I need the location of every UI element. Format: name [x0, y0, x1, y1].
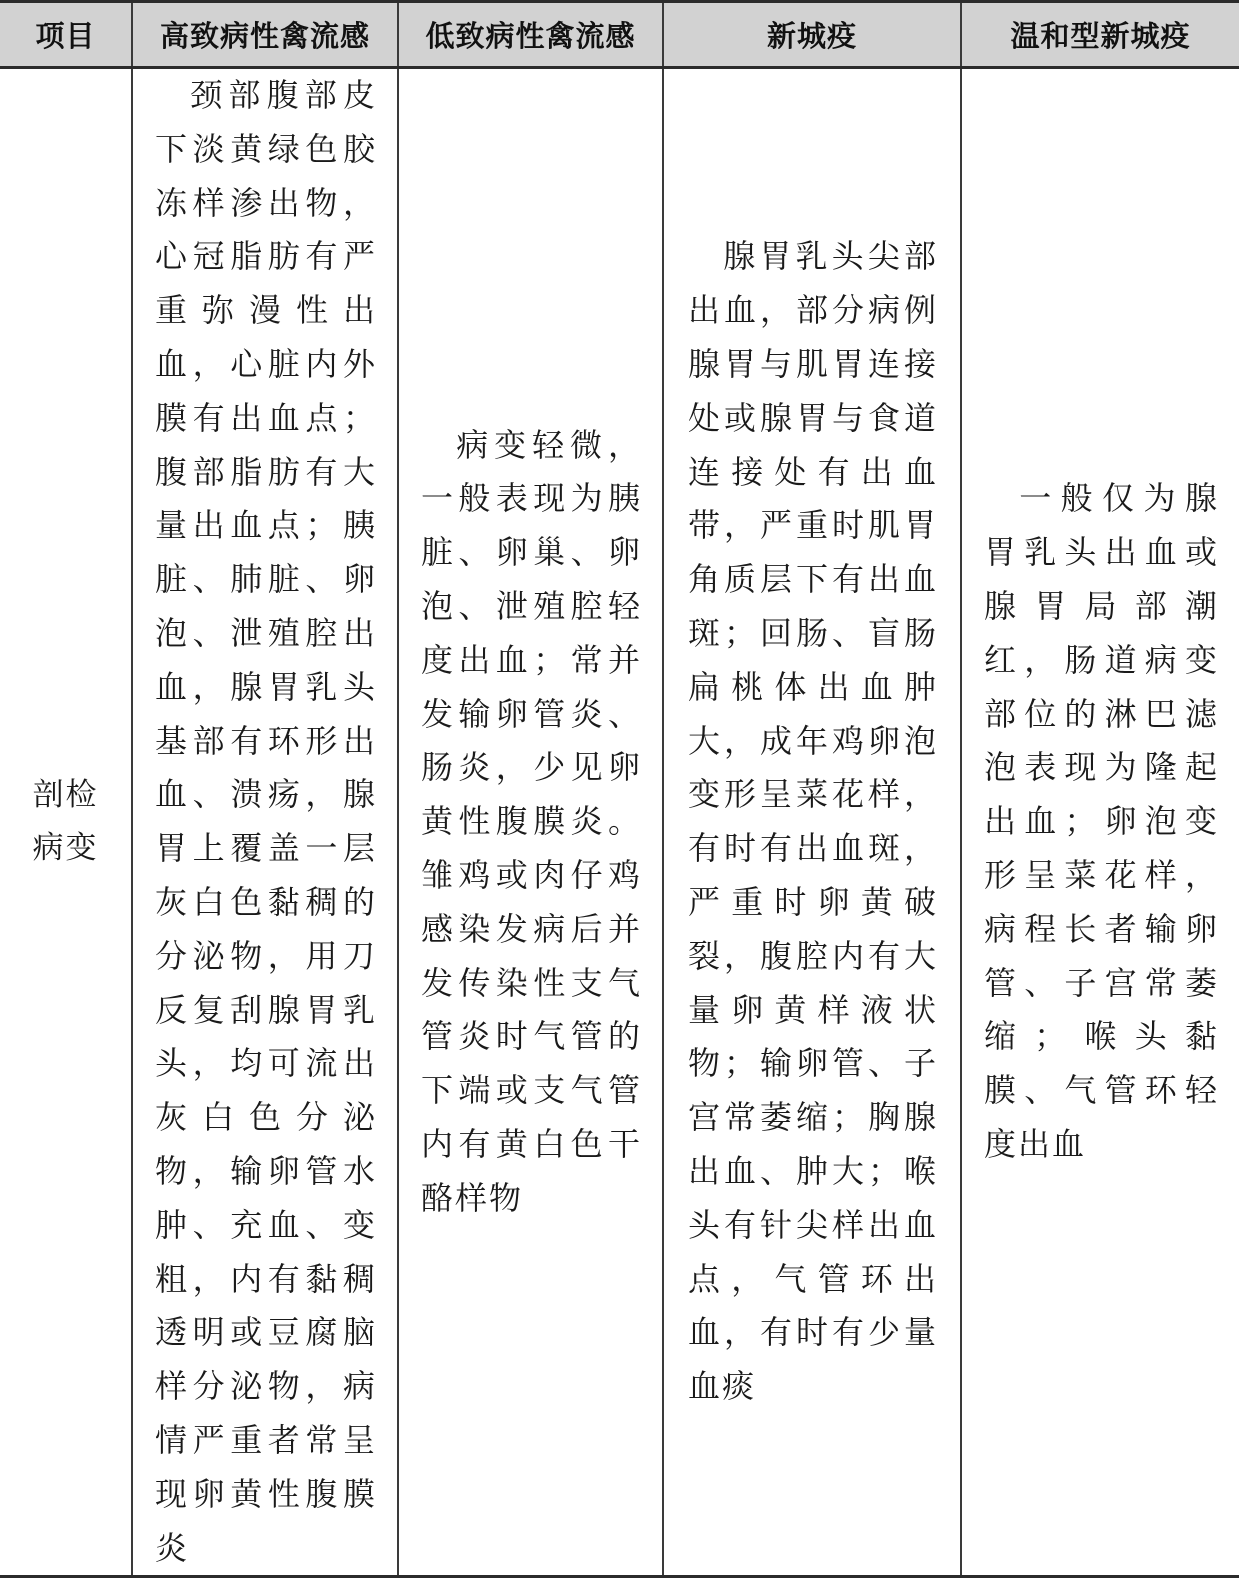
header-nd: 新城疫 [663, 2, 961, 68]
cell-mnd [961, 68, 1239, 1577]
lpai-lesions-text: 病变轻微，一般表现为胰脏、卵巢、卵泡、泄殖腔轻度出血；常并发输卵管炎、肠炎，少见卵黄性腹膜炎。雏鸡或肉仔鸡感染发病后并发传染性支气管炎时气管的下端或支气管内有黄白色干酪样物 [421, 425, 642, 1217]
header-item: 项目 [0, 2, 132, 68]
nd-lesions-text: 腺胃乳头尖部出血，部分病例腺胃与肌胃连接处或腺胃与食道连接处有出血带，严重时肌胃角质层下有出血斑；回肠、盲肠扁桃体出血肿大，成年鸡卵泡变形呈菜花样，有时有出血斑，严重时卵黄破裂，腹腔内有大量卵黄样液状物；输卵管、子宫常萎缩；胸腺出血、肿大；喉头有针尖样出血点，气管环出血，有时有少量血痰 [688, 237, 938, 1406]
cell-hpai [132, 68, 398, 1577]
table-row [0, 68, 1239, 1577]
table-body [0, 68, 1239, 1577]
header-hpai: 高致病性禽流感 [132, 2, 398, 68]
header-row [0, 2, 1239, 68]
cell-nd [663, 68, 961, 1577]
row-label-line-1: 剖检 [32, 777, 99, 814]
hpai-lesions-text: 颈部腹部皮下淡黄绿色胶冻样渗出物，心冠脂肪有严重弥漫性出血，心脏内外膜有出血点；腹部脂肪有大量出血点；胰脏、肺脏、卵泡、泄殖腔出血，腺胃乳头基部有环形出血、溃疡，腺胃上覆盖一层灰白色黏稠的分泌物，用刀反复刮腺胃乳头，均可流出灰白色分泌物，输卵管水肿、充血、变粗，内有黏稠透明或豆腐脑样分泌物，病情严重者常呈现卵黄性腹膜炎 [155, 76, 377, 1567]
mnd-lesions-text: 一般仅为腺胃乳头出血或腺胃局部潮红，肠道病变部位的淋巴滤泡表现为隆起出血；卵泡变形呈菜花样，病程长者输卵管、子宫常萎缩；喉头黏膜、气管环轻度出血 [984, 479, 1219, 1164]
row-label [0, 769, 131, 875]
header-mnd: 温和型新城疫 [961, 2, 1239, 68]
cell-lpai [398, 68, 663, 1577]
header-lpai: 低致病性禽流感 [398, 2, 663, 68]
table-header [0, 2, 1239, 68]
row-label-line-2: 病变 [32, 830, 99, 867]
row-label-cell [0, 68, 132, 1577]
